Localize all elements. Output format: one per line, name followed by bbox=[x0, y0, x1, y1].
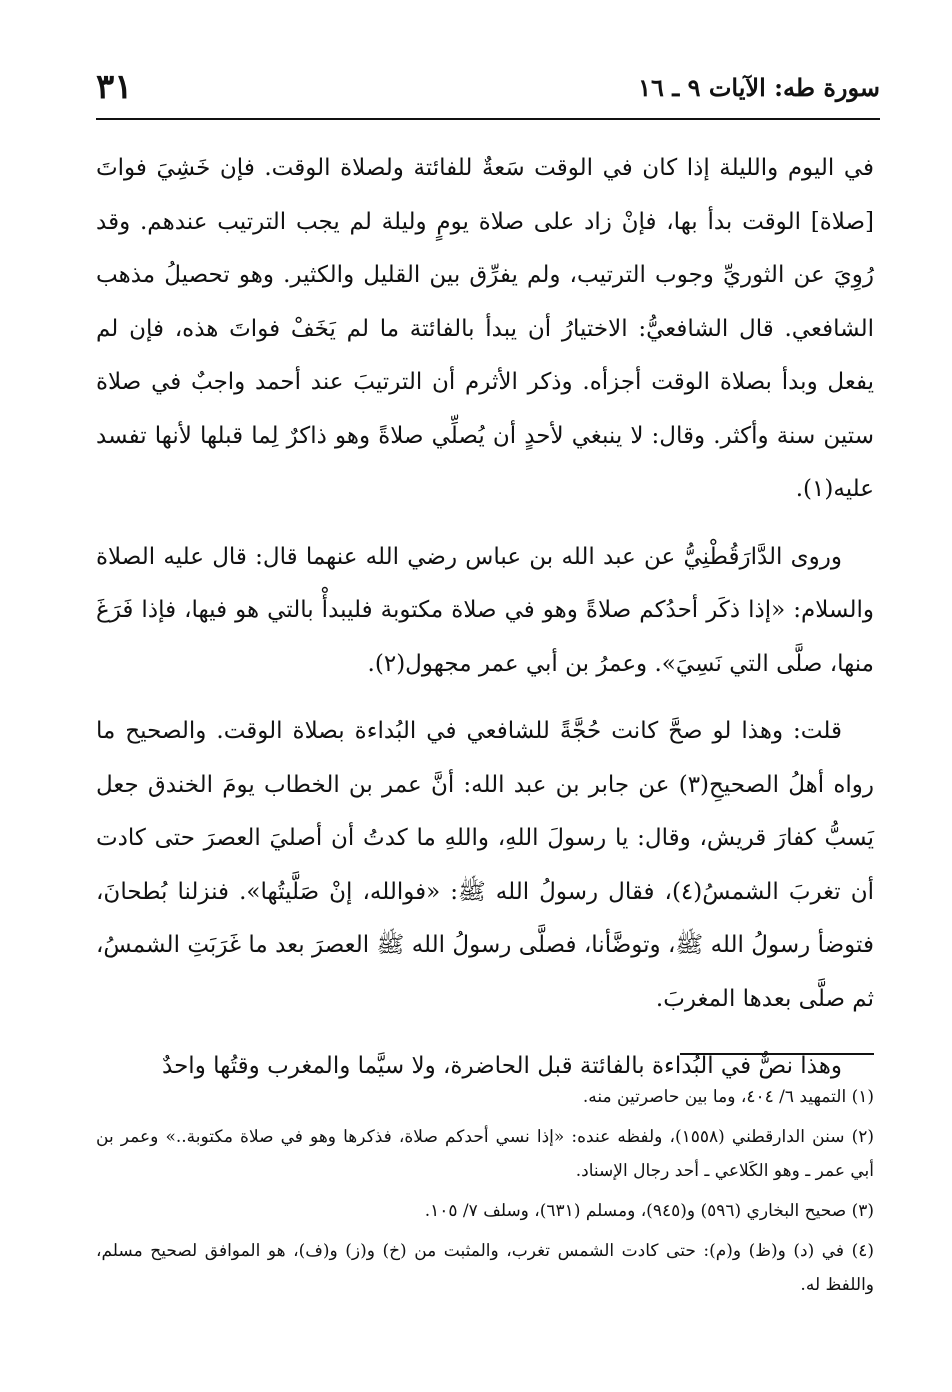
footnote-4: (٤) في (د) و(ظ) و(م): حتى كادت الشمس تغرب، والمثبت من (خ) و(ز) و(ف)، هو الموافق لصحيح مسلم، واللفظ له. bbox=[96, 1241, 874, 1295]
footnote-2: (٢) سنن الدارقطني (١٥٥٨)، ولفظه عنده: «إذا نسي أحدكم صلاة، فذكرها وهو في صلاة مكتوبة..» وعمر بن أبي عمر ـ وهو الكَلاعي ـ أحد رجال الإسناد. bbox=[96, 1127, 874, 1181]
paragraph-3: قلت: وهذا لو صحَّ كانت حُجَّةً للشافعي في البُداءة بصلاة الوقت. والصحيح ما رواه أهلُ الصحيحِ(٣) عن جابر بن عبد الله: أنَّ عمر بن الخطاب يومَ الخندق جعل يَسبُّ كفارَ قريش، وقال: يا رسولَ اللهِ، واللهِ ما كدتُ أن أصليَ العصرَ حتى كادت أن تغربَ الشمسُ(٤)، فقال رسولُ الله ﷺ: «فوالله، إنْ صَلَّيتُها». فنزلنا بُطحانَ، فتوضأ رسولُ الله ﷺ، وتوضَّأنا، فصلَّى رسولُ الله ﷺ العصرَ بعد ما غَرَبَتِ الشمسُ، ثم صلَّى بعدها المغربَ. bbox=[96, 718, 874, 1012]
footnote-divider bbox=[680, 1053, 874, 1055]
paragraph-2: وروى الدَّارَقُطْنِيُّ عن عبد الله بن عباس رضي الله عنهما قال: قال عليه الصلاة والسلام: «إذا ذكَر أحدُكم صلاةً وهو في صلاة مكتوبة فليبدأْ بالتي هو فيها، فإذا فَرَغَ منها، صلَّى التي نَسِيَ». وعمرُ بن أبي عمر مجهول(٢). bbox=[96, 543, 874, 677]
paragraph-4: وهذا نصٌّ في البُداءة بالفائتة قبل الحاضرة، ولا سيَّما والمغرب وقتُها واحدٌ bbox=[162, 1053, 842, 1079]
page-number: ٣١ bbox=[96, 67, 133, 107]
paragraph-1: في اليوم والليلة إذا كان في الوقت سَعةٌ للفائتة ولصلاة الوقت. فإن خَشِيَ فواتَ [صلاة] الوقت بدأ بها، فإنْ زاد على صلاة يومٍ وليلة لم يجب الترتيب عندهم. وقد رُوِيَ عن الثوريِّ وجوب الترتيب، ولم يفرِّق بين القليل والكثير. وهو تحصيلُ مذهب الشافعي. قال الشافعيُّ: الاختيارُ أن يبدأ بالفائتة ما لم يَخَفْ فواتَ هذه، فإن لم يفعل وبدأ بصلاة الوقت أجزأه. وذكر الأثرم أن الترتيبَ عند أحمد واجبٌ في صلاة ستين سنة وأكثر. وقال: لا ينبغي لأحدٍ أن يُصلِّي صلاةً وهو ذاكرٌ لِما قبلها لأنها تفسد عليه(١). bbox=[96, 155, 874, 502]
header-divider bbox=[96, 118, 880, 120]
surah-title: سورة طه: الآيات ٩ ـ ١٦ bbox=[638, 72, 880, 102]
running-header bbox=[96, 62, 880, 112]
footnotes bbox=[96, 1080, 874, 1308]
main-text bbox=[96, 142, 874, 1108]
footnote-3: (٣) صحيح البخاري (٥٩٦) و(٩٤٥)، ومسلم (٦٣١)، وسلف ٧/ ١٠٥. bbox=[424, 1201, 874, 1221]
footnote-1: (١) التمهيد ٦/ ٤٠٤، وما بين حاصرتين منه. bbox=[582, 1087, 874, 1107]
